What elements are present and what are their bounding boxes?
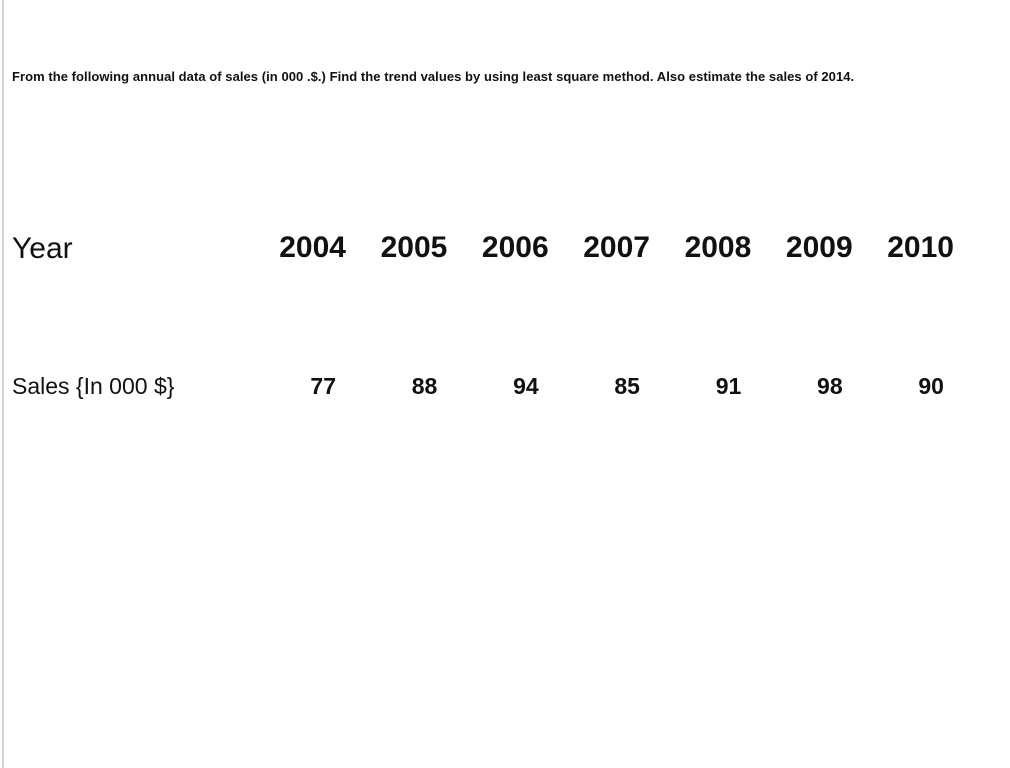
sheet-left-border <box>2 0 4 768</box>
year-cell: 2006 <box>481 231 549 264</box>
sales-cell: 91 <box>715 373 742 399</box>
year-cell: 2004 <box>279 231 346 264</box>
sales-cell: 88 <box>411 373 438 399</box>
year-row <box>246 231 954 265</box>
sales-cell: 77 <box>310 373 336 399</box>
year-cell: 2005 <box>380 231 448 264</box>
sales-cell: 94 <box>513 373 539 399</box>
sales-cell: 98 <box>817 373 843 399</box>
sales-cell: 85 <box>614 373 640 399</box>
sales-cell: 90 <box>918 373 944 399</box>
year-row-label: Year <box>12 232 73 265</box>
year-cell: 2008 <box>684 231 752 264</box>
question-text: From the following annual data of sales (in 000 .$.) Find the trend values by using least square method. Also estimate the sales of 2014. <box>12 69 855 84</box>
sales-row-label: Sales {In 000 $} <box>12 373 175 399</box>
year-cell: 2007 <box>583 231 650 264</box>
year-cell: 2010 <box>887 231 954 264</box>
sales-row <box>246 373 954 400</box>
year-cell: 2009 <box>785 231 853 264</box>
